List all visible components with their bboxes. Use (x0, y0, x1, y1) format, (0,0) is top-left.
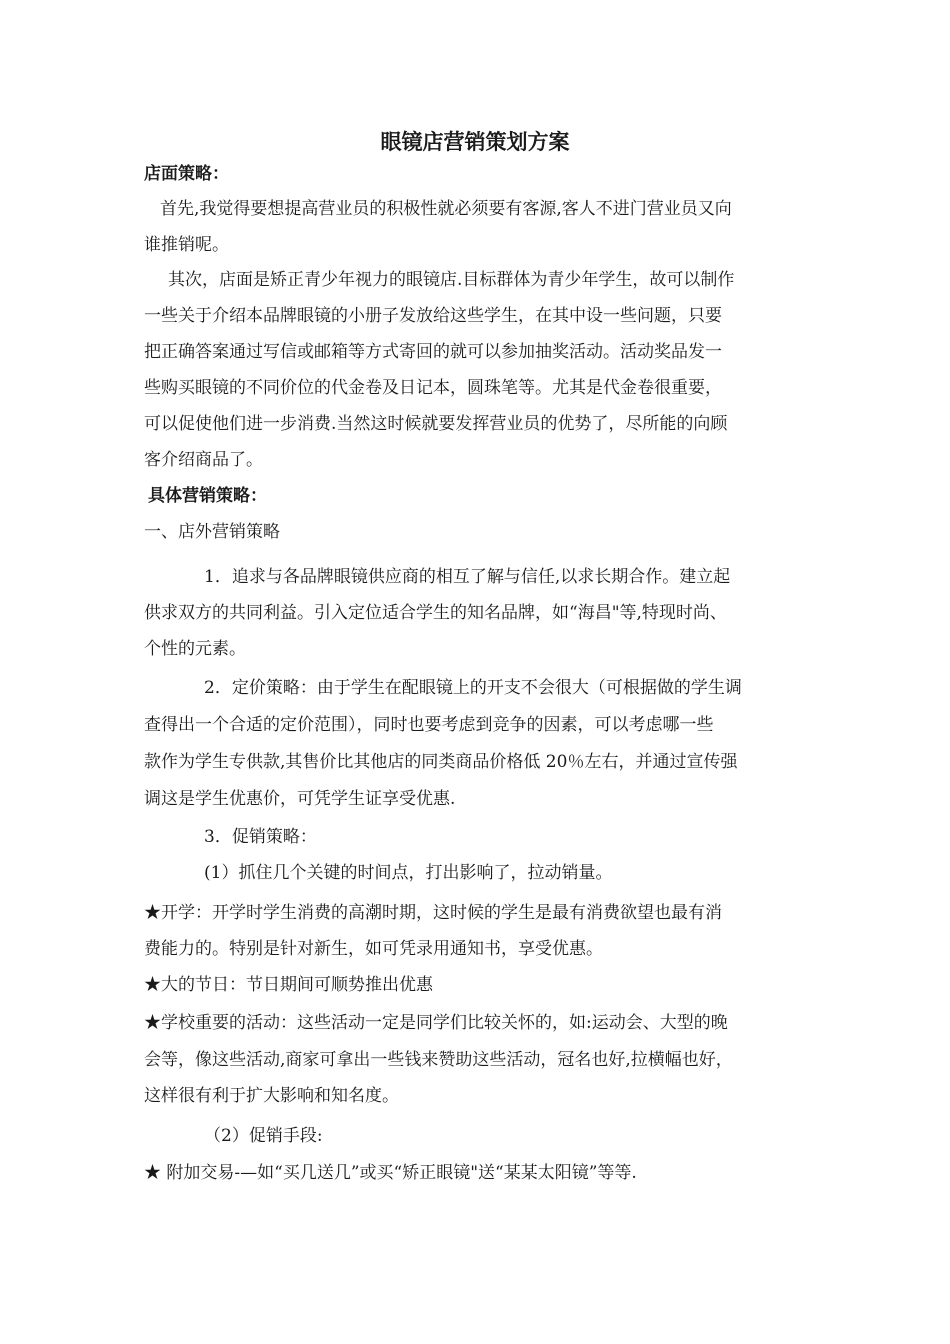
star-item-line: 这样很有利于扩大影响和知名度。 (144, 1086, 399, 1106)
star-item-line: 费能力的。特别是针对新生，如可凭录用通知书，享受优惠。 (144, 939, 603, 959)
sub-item-2: （2）促销手段: (204, 1126, 323, 1146)
paragraph-line: 把正确答案通过写信或邮箱等方式寄回的就可以参加抽奖活动。活动奖品发一 (144, 342, 722, 362)
document-title: 眼镜店营销策划方案 (380, 130, 570, 154)
star-item-line: ★学校重要的活动：这些活动一定是同学们比较关怀的，如:运动会、大型的晚 (144, 1013, 728, 1033)
star-item-line: 会等，像这些活动,商家可拿出一些钱来赞助这些活动，冠名也好,拉横幅也好， (144, 1050, 733, 1070)
item-2-line: 款作为学生专供款,其售价比其他店的同类商品价格低 20％左右，并通过宣传强 (144, 752, 738, 772)
item-2-line: 2．定价策略：由于学生在配眼镜上的开支不会很大（可根据做的学生调 (204, 678, 742, 698)
paragraph-line: 首先,我觉得要想提高营业员的积极性就必须要有客源,客人不进门营业员又向 (160, 199, 732, 219)
paragraph-line: 些购买眼镜的不同价位的代金卷及日记本，圆珠笔等。尤其是代金卷很重要， (144, 378, 722, 398)
item-1-line: 1．追求与各品牌眼镜供应商的相互了解与信任,以求长期合作。建立起 (204, 567, 731, 587)
paragraph-line: 可以促使他们进一步消费.当然这时候就要发挥营业员的优势了，尽所能的向顾 (144, 414, 728, 434)
item-3-heading: 3．促销策略： (204, 827, 317, 847)
item-1-line: 供求双方的共同利益。引入定位适合学生的知名品牌，如“海昌"等,特现时尚、 (144, 603, 727, 623)
paragraph-line: 一些关于介绍本品牌眼镜的小册子发放给这些学生，在其中设一些问题，只要 (144, 306, 722, 326)
item-1-line: 个性的元素。 (144, 639, 246, 659)
outside-strategy-heading: 一、店外营销策略 (144, 522, 280, 542)
paragraph-line: 其次，店面是矫正青少年视力的眼镜店.目标群体为青少年学生，故可以制作 (168, 270, 735, 290)
item-2-line: 查得出一个合适的定价范围），同时也要考虑到竞争的因素，可以考虑哪一些 (144, 715, 714, 735)
paragraph-line: 客介绍商品了。 (144, 450, 263, 470)
paragraph-line: 谁推销呢。 (144, 235, 229, 255)
star-item-line: ★开学：开学时学生消费的高潮时期，这时候的学生是最有消费欲望也最有消 (144, 903, 722, 923)
storefront-heading: 店面策略： (144, 164, 229, 184)
item-2-line: 调这是学生优惠价，可凭学生证享受优惠. (144, 789, 456, 809)
star-item-line: ★大的节日：节日期间可顺势推出优惠 (144, 975, 433, 995)
star-item-line: ★ 附加交易-—如“买几送几”或买“矫正眼镜"送“某某太阳镜”等等. (144, 1163, 637, 1183)
sub-item-1: (1）抓住几个关键的时间点，打出影响了，拉动销量。 (204, 863, 613, 883)
specific-strategy-heading: 具体营销策略： (148, 486, 267, 506)
